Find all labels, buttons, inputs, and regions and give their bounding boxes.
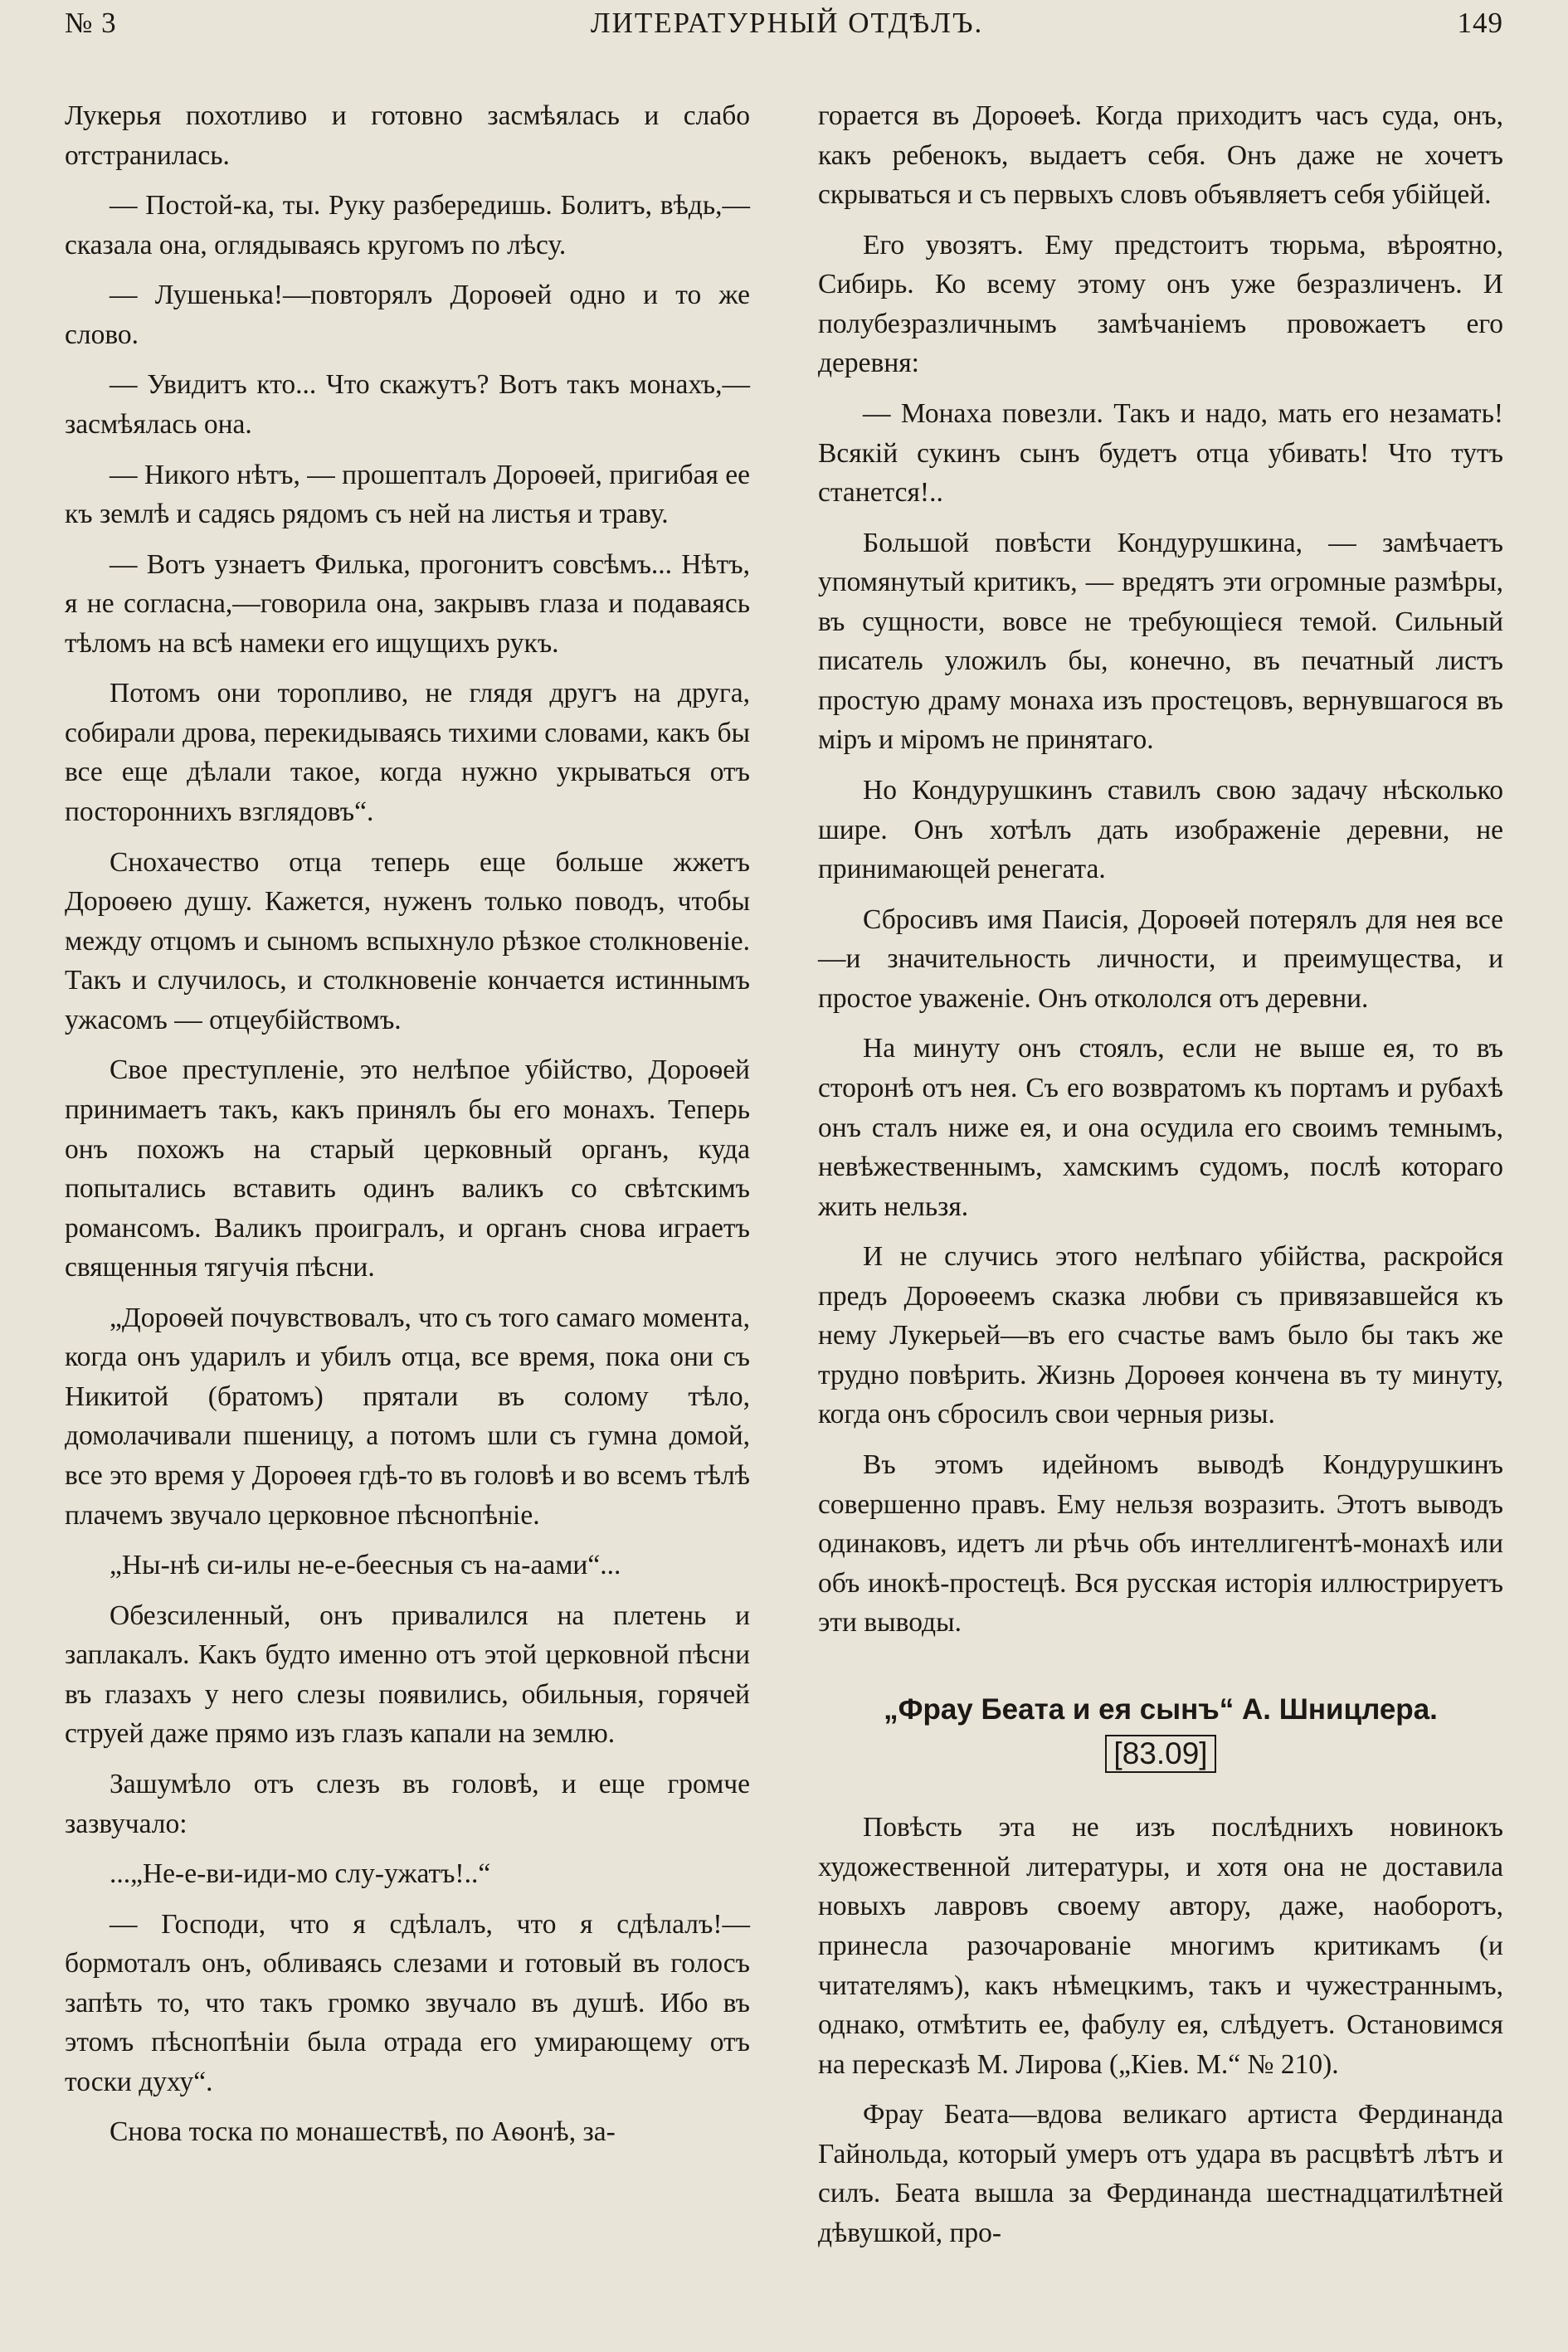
- running-header: [65, 7, 1503, 61]
- article-code: [818, 1735, 1503, 1773]
- right-column: [818, 96, 1503, 2253]
- paragraph: Лукерья похотливо и готовно засмѣялась и слабо отстранилась.: [65, 100, 750, 171]
- paragraph: — Монаха повезли. Такъ и надо, мать его незамать! Всякій сукинъ сынъ будетъ отца убивать! Что тутъ станется!..: [818, 397, 1503, 509]
- paragraph: Свое преступленіе, это нелѣпое убійство, Дороѳей принимаетъ такъ, какъ принялъ бы его монахъ. Теперь онъ похожъ на старый церковный органъ, куда попытались вставить одинъ валикъ со свѣтскимъ романсомъ. Валикъ проигралъ, и органъ снова играетъ священныя тягучія пѣсни.: [65, 1054, 750, 1283]
- section-title: ЛИТЕРАТУРНЫЙ ОТДѢЛЪ.: [590, 7, 984, 39]
- paragraph: Большой повѣсти Кондурушкина, — замѣчаетъ упомянутый критикъ, — вредятъ эти огромные размѣры, въ сущности, вовсе не требующіеся темой. Сильный писатель уложилъ бы, конечно, въ печатный листъ простую драму монаха изъ простецовъ, вернувшагося въ міръ и міромъ не принятаго.: [818, 527, 1503, 756]
- paragraph: — Увидитъ кто... Что скажутъ? Вотъ такъ монахъ,—засмѣялась она.: [65, 369, 750, 440]
- paragraph: Но Кондурушкинъ ставилъ свою задачу нѣсколько шире. Онъ хотѣлъ дать изображеніе деревни, не принимающей ренегата.: [818, 775, 1503, 885]
- paragraph: — Никого нѣтъ, — прошепталъ Дороѳей, пригибая ее къ землѣ и садясь рядомъ съ ней на листья и траву.: [65, 459, 750, 530]
- paragraph: „Дороѳей почувствовалъ, что съ того самаго момента, когда онъ ударилъ и убилъ отца, все время, пока они съ Никитой (братомъ) прятали въ солому тѣло, домолачивали пшеницу, а потомъ шли съ гумна домой, все это время у Дороѳея гдѣ-то въ головѣ и во всемъ тѣлѣ плачемъ звучало церковное пѣснопѣніе.: [65, 1302, 750, 1531]
- paragraph: — Господи, что я сдѣлалъ, что я сдѣлалъ!—бормоталъ онъ, обливаясь слезами и готовый въ голосъ запѣть то, что такъ громко звучало въ душѣ. Ибо въ этомъ пѣснопѣніи была отрада его умирающему отъ тоски духу“.: [65, 1908, 750, 2097]
- page-number: 149: [1457, 7, 1503, 39]
- left-column: [65, 96, 750, 2253]
- paragraph: „Ны-нѣ си-илы не-е-беесныя съ на-аами“...: [110, 1550, 621, 1581]
- paragraph: ...„Не-е-ви-иди-мо слу-ужатъ!..“: [110, 1858, 491, 1890]
- paragraph: горается въ Дороѳеѣ. Когда приходитъ часъ суда, онъ, какъ ребенокъ, выдаетъ себя. Онъ даже не хочетъ скрываться и съ первыхъ словъ объявляетъ себя убійцей.: [818, 100, 1503, 211]
- text-columns: [65, 96, 1503, 2253]
- paragraph: Въ этомъ идейномъ выводѣ Кондурушкинъ совершенно правъ. Ему нельзя возразить. Этотъ выводъ одинаковъ, идетъ ли рѣчь объ интеллигентѣ-монахѣ или объ инокѣ-простецѣ. Вся русская исторія иллюстрируетъ эти выводы.: [818, 1449, 1503, 1639]
- paragraph: Снова тоска по монашествѣ, по Аѳонѣ, за-: [110, 2116, 616, 2148]
- article-heading: „Фрау Беата и ея сынъ“ А. Шницлера.: [884, 1692, 1438, 1726]
- paragraph: Его увозятъ. Ему предстоитъ тюрьма, вѣроятно, Сибирь. Ко всему этому онъ уже безразличенъ. И полубезразличнымъ замѣчаніемъ провожаетъ его деревня:: [818, 229, 1503, 379]
- issue-number: № 3: [65, 7, 117, 39]
- paragraph: Зашумѣло отъ слезъ въ головѣ, и еще громче зазвучало:: [65, 1768, 750, 1839]
- paragraph: — Вотъ узнаетъ Филька, прогонитъ совсѣмъ... Нѣтъ, я не согласна,—говорила она, закрывъ глаза и подаваясь тѣломъ на всѣ намеки его ищущихъ рукъ.: [65, 548, 750, 659]
- paragraph: Снохачество отца теперь еще больше жжетъ Дороѳею душу. Кажется, нуженъ только поводъ, чтобы между отцомъ и сыномъ вспыхнуло рѣзкое столкновеніе. Такъ и случилось, и столкновеніе кончается истиннымъ ужасомъ — отцеубійствомъ.: [65, 846, 750, 1035]
- paragraph: Повѣсть эта не изъ послѣднихъ новинокъ художественной литературы, и хотя она не доставила новыхъ лавровъ своему автору, даже, наоборотъ, принесла разочарованіе многимъ критикамъ (и читателямъ), какъ нѣмецкимъ, такъ и чужестраннымъ, однако, отмѣтить ее, фабулу ея, слѣдуетъ. Остановимся на пересказѣ М. Лирова („Кіев. М.“ № 210).: [818, 1812, 1503, 2080]
- article-code-label: [83.09]: [1105, 1735, 1215, 1773]
- paragraph: Потомъ они торопливо, не глядя другъ на друга, собирали дрова, перекидываясь тихими словами, какъ бы все еще дѣлали такое, когда нужно укрываться отъ постороннихъ взглядовъ“.: [65, 678, 750, 827]
- paragraph: Обезсиленный, онъ привалился на плетень и заплакалъ. Какъ будто именно отъ этой церковной пѣсни въ глазахъ у него слезы появились, обильныя, горячей струей даже прямо изъ глазъ капали на землю.: [65, 1600, 750, 1750]
- paragraph: Сбросивъ имя Паисія, Дороѳей потерялъ для нея все—и значительность личности, и преимущества, и простое уваженіе. Онъ откололся отъ деревни.: [818, 903, 1503, 1014]
- paragraph: — Постой-ка, ты. Руку разбередишь. Болитъ, вѣдь,— сказала она, оглядываясь кругомъ по лѣсу.: [65, 190, 750, 261]
- paragraph: Фрау Беата—вдова великаго артиста Фердинанда Гайнольда, который умеръ отъ удара въ расцвѣтѣ лѣтъ и силъ. Беата вышла за Фердинанда шестнадцатилѣтней дѣвушкой, про-: [818, 2099, 1503, 2248]
- paragraph: — Лушенька!—повторялъ Дороѳей одно и то же слово.: [65, 280, 750, 350]
- paragraph: И не случись этого нелѣпаго убійства, раскройся предъ Дороѳеемъ сказка любви съ привязавшейся къ нему Лукерьей—въ его счастье вамъ было бы такъ же трудно повѣрить. Жизнь Дороѳея кончена въ ту минуту, когда онъ сбросилъ свои черныя ризы.: [818, 1241, 1503, 1430]
- paragraph: На минуту онъ стоялъ, если не выше ея, то въ сторонѣ отъ нея. Съ его возвратомъ къ портамъ и рубахѣ онъ сталъ ниже ея, и она осудила его своимъ темнымъ, невѣжественнымъ, хамскимъ судомъ, послѣ котораго жить нельзя.: [818, 1033, 1503, 1222]
